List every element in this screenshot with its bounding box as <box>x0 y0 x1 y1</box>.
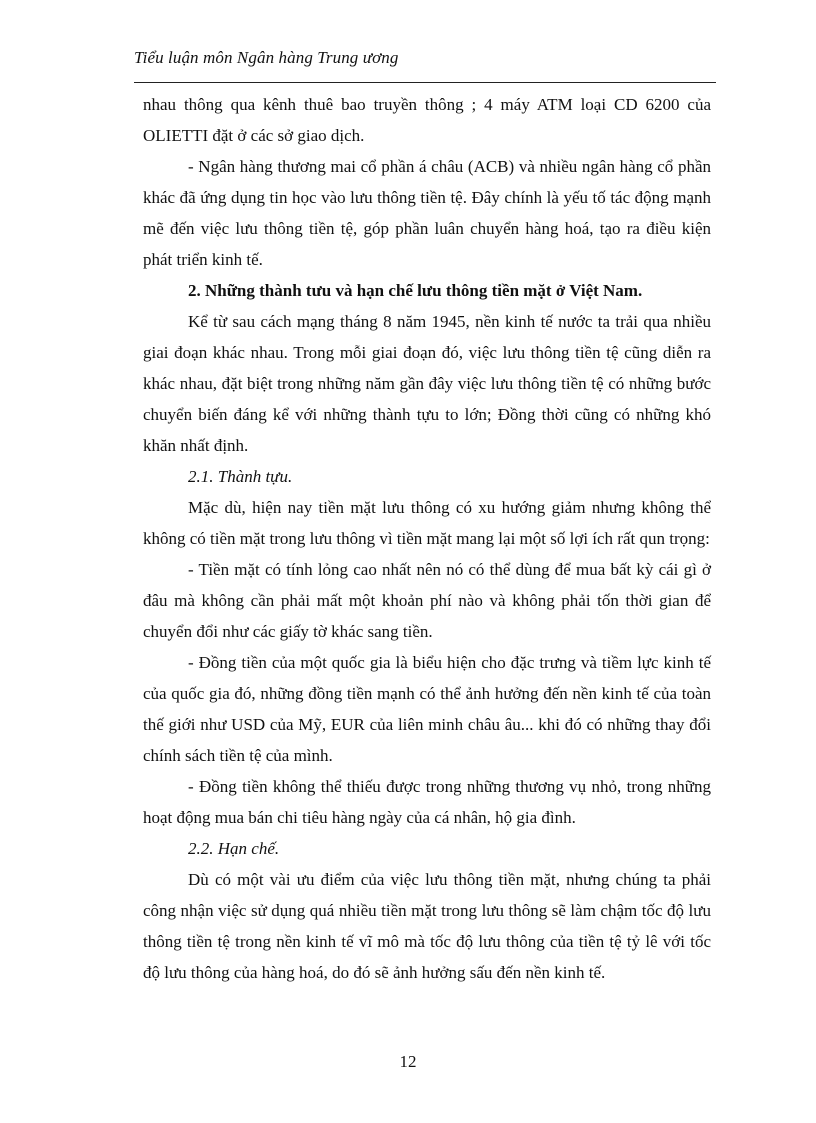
paragraph-cash-benefits-intro: Mặc dù, hiện nay tiền mặt lưu thông có xu hướng giảm nhưng không thể không có tiền mặt trong lưu thông vì tiền mặt mang lại một số lợi ích rất qun trọng: <box>143 498 711 548</box>
body-text <box>143 89 711 988</box>
paragraph-continuation: nhau thông qua kênh thuê bao truyền thông ; 4 máy ATM loại CD 6200 của OLIETTI đặt ở các sở giao dịch. <box>143 95 711 145</box>
subsection-heading-2-1: 2.1. Thành tựu. <box>188 467 293 486</box>
paragraph-limitations: Dù có một vài ưu điểm của việc lưu thông tiền mặt, nhưng chúng ta phải công nhận việc sử dụng quá nhiều tiền mặt trong lưu thông sẽ làm chậm tốc độ lưu thông tiền tệ trong nền kinh tế vĩ mô mà tốc độ lưu thông của tiền tệ tỷ lê với tốc độ lưu thông của hàng hoá, do đó sẽ ảnh hưởng sấu đến nền kinh tế. <box>143 870 711 982</box>
header-divider <box>134 82 716 83</box>
paragraph-small-transactions: - Đồng tiền không thể thiếu được trong những thương vụ nhỏ, trong những hoạt động mua bán chi tiêu hàng ngày của cá nhân, hộ gia đình. <box>143 777 711 827</box>
paragraph-acb: - Ngân hàng thương mai cổ phần á châu (ACB) và nhiều ngân hàng cổ phần khác đã ứng dụng tin học vào lưu thông tiền tệ. Đây chính là yếu tố tác động mạnh mẽ đến việc lưu thông tiền tệ, góp phần luân chuyển hàng hoá, tạo ra điều kiện phát triển kinh tế. <box>143 157 711 269</box>
paragraph-liquidity: - Tiền mặt có tính lỏng cao nhất nên nó có thể dùng để mua bất kỳ cái gì ở đâu mà không cần phải mất một khoản phí nào và không phải tốn thời gian để chuyển đổi như các giấy tờ khác sang tiền. <box>143 560 711 641</box>
running-header-title: Tiểu luận môn Ngân hàng Trung ương <box>134 48 399 67</box>
page-number: 12 <box>399 1052 417 1071</box>
paragraph-national-currency: - Đồng tiền của một quốc gia là biểu hiện cho đặc trưng và tiềm lực kinh tế của quốc gia đó, những đồng tiền mạnh có thể ảnh hưởng đến nền kinh tế của toàn thế giới như USD của Mỹ, EUR của liên minh châu âu... khi đó có những thay đổi chính sách tiền tệ của mình. <box>143 653 711 765</box>
section-heading-2: 2. Những thành tưu và hạn chế lưu thông tiền mặt ở Việt Nam. <box>188 281 643 300</box>
subsection-heading-2-2: 2.2. Hạn chế. <box>188 839 280 858</box>
paragraph-history: Kể từ sau cách mạng tháng 8 năm 1945, nền kinh tế nước ta trải qua nhiều giai đoạn khác nhau. Trong mỗi giai đoạn đó, việc lưu thông tiền tệ cũng diễn ra khác nhau, đặt biệt trong những năm gần đây việc lưu thông tiền tệ có những bước chuyển biến đáng kể với những thành tựu to lớn; Đồng thời cũng có những khó khăn nhất định. <box>143 312 711 455</box>
